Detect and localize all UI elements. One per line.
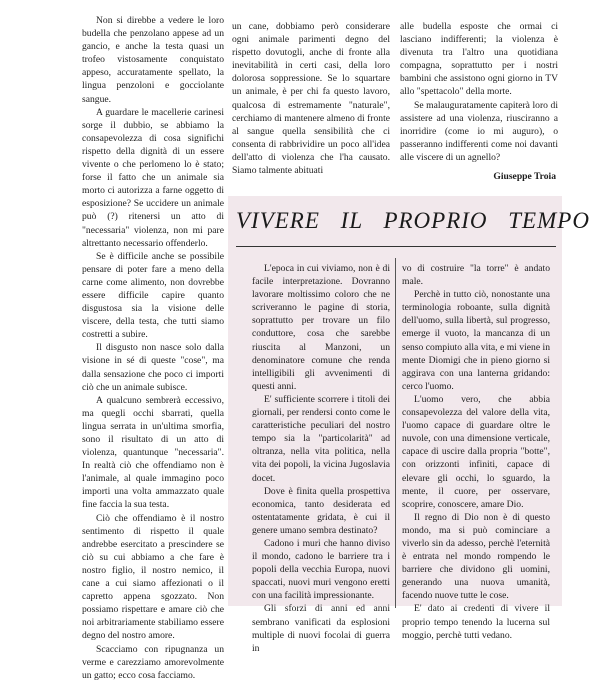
paragraph: Se malauguratamente capiterà loro di assistere ad una violenza, riusciranno a inorridire (come io mi auguro), o passeranno indifferenti come noi davanti alle viscere di un agnello? xyxy=(400,99,558,163)
paragraph: vo di costruire "la torre" è andato male. xyxy=(402,263,550,288)
paragraph: Cadono i muri che hanno diviso il mondo, cadono le barriere tra i popoli della vecchia Europa, nuovi spaccati, nuovi muri vengono eretti con una facilità impressionante. xyxy=(252,537,390,602)
paragraph: un cane, dobbiamo però considerare ogni animale parimenti degno del rispetto dovutogli, anche di fronte alla inevitabilità in certi casi, della loro dolorosa soppressione. Se lo squartare un animale, è per chi fa questo lavoro, qualcosa di estremamente "naturale", cerchiamo di mantenere almeno di fronte al sangue quella sensibilità che ci consenta di rabbrividire un poco all'idea dell'atto di violenza che l'ha causato. Siamo talmente abituati xyxy=(232,21,390,177)
paragraph: Non si direbbe a vedere le loro budella che penzolano appese ad un gancio, e anche la testa quasi un trofeo vistosamente conquistato appeso, accuratamente spellato, la lingua penzoloni e gocciolante sangue. xyxy=(82,15,224,105)
paragraph: A guardare le macellerie carinesi sorge il dubbio, se abbiamo la consapevolezza di cosa significhi rispetto della dignità di un essere vivente o che perlomeno lo è stato; forse il fatto che un animale sia morto ci autorizza a farne oggetto di esposizione? Se uccidere un animale può (?) ritenersi un atto di "necessaria" violenza, non mi pare altrettanto necessario offenderlo. xyxy=(82,106,224,249)
column-divider xyxy=(395,258,396,608)
paragraph: E' sufficiente scorrere i titoli dei giornali, per rendersi conto come le caratteristiche peculiari del nostro tempo sia la "particolarità" ad oltranza, nella vita politica, nella vita dei popoli, la vicina Jugoslavia docet. xyxy=(252,393,390,484)
article-column-2 xyxy=(232,20,390,177)
boxed-column-1 xyxy=(252,262,390,655)
paragraph: Il disgusto non nasce solo dalla visione in sé di queste "cose", ma dalla sensazione che poco ci importi ciò che un animale subisce. xyxy=(82,342,224,393)
paragraph: E' dato ai credenti di vivere il proprio tempo tenendo la lucerna sul moggio, perchè tutti vedano. xyxy=(402,603,550,641)
paragraph: L'epoca in cui viviamo, non è di facile interpretazione. Dovranno lavorare moltissimo coloro che ne scriveranno le pagine di storia, soprattutto per trovare un filo conduttore, cosa che sarebbe riuscita al Manzoni, un denominatore comune che renda intelligibili gli avvenimenti di questi anni. xyxy=(252,263,390,392)
boxed-article-title: VIVERE IL PROPRIO TEMPO xyxy=(236,208,590,233)
article-column-3 xyxy=(400,20,558,183)
paragraph: Se è difficile anche se possibile pensare di poter fare a meno della carne come alimento, non dovrebbe essere difficile capire quanto disgustosa sia la visione delle viscere, della testa, che tutti siamo costretti a subire. xyxy=(82,250,224,341)
paragraph: L'uomo vero, che abbia consapevolezza del valore della vita, l'uomo capace di guardare oltre le nuvole, con una dimensione verticale, capace di uscire dalla propria "botte", con orizzonti infiniti, capace di elevare gli occhi, lo sguardo, la mente, il cuore, per osservare, scoprire, conoscere, amare Dio. xyxy=(402,393,550,510)
paragraph: A qualcuno sembrerà eccessivo, ma quegli occhi sbarrati, quella lingua serrata in un'ultima smorfia, sono il risultato di un atto di violenza, quantunque "necessaria". In realtà ciò che offendiamo non è l'animale, al quale immagino poco importi una volta ammazzato quale fine faccia la sua testa. xyxy=(82,394,224,511)
boxed-column-2 xyxy=(402,262,550,642)
paragraph: Il regno di Dio non è di questo mondo, ma si può cominciare a viverlo sin da adesso, perchè l'eternità è entrata nel mondo rompendo le barriere che dividono gli uomini, generando una nuova umanità, facendo nuove tutte le cose. xyxy=(402,511,550,602)
paragraph: Dove è finita quella prospettiva economica, tanto desiderata ed ostentatamente gridata, è cui il genere umano sembra destinato? xyxy=(252,485,390,536)
article-column-1 xyxy=(82,14,224,682)
paragraph: Ciò che offendiamo è il nostro sentimento di rispetto il quale andrebbe esercitato a prescindere se ciò su cui abbiamo a che fare è nostro figlio, il nostro nemico, il cane a cui siamo affezionati o il capretto appena sgozzato. Non possiamo rispettare e amare ciò che noi arbitrariamente stabiliamo essere degno del nostro amore. xyxy=(82,512,224,642)
paragraph: alle budella esposte che ormai ci lasciano indifferenti; la violenza è divenuta tra l'altro una quotidiana compagna, soprattutto per i nostri bambini che assistono ogni giorno in TV allo "spettacolo" della morte. xyxy=(400,21,558,98)
paragraph: Gli sforzi di anni ed anni sembrano vanificati da esplosioni multiple di nuovi focolai di guerra in xyxy=(252,603,390,654)
boxed-article xyxy=(228,196,590,654)
author-signature: Giuseppe Troia xyxy=(493,171,556,183)
paragraph: Perchè in tutto ciò, nonostante una terminologia roboante, sulla dignità dell'uomo, sulla libertà, sul progresso, emerge il vuoto, la mancanza di un senso compiuto alla vita, e mi viene in mente Diomigi che in pieno giorno si aggirava con una lanterna gridando: cerco l'uomo. xyxy=(402,289,550,392)
paragraph: Scacciamo con ripugnanza un verme e carezziamo amorevolmente un gatto; ecco cosa facciamo. xyxy=(82,643,224,681)
title-underline xyxy=(236,246,556,247)
